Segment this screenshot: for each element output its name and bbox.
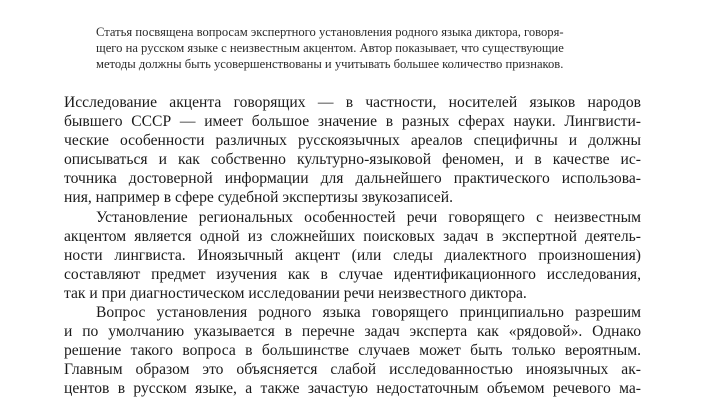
abstract-line: методы должны быть усовершенствованы и учитывать большее количество признаков. bbox=[96, 57, 564, 71]
paragraph-2 bbox=[64, 208, 641, 303]
abstract bbox=[96, 24, 641, 72]
text-line: описываться и как собственно культурно-языковой феномен, и в качестве ис- bbox=[64, 151, 641, 169]
body-text bbox=[64, 93, 641, 399]
text-line: Установление региональных особенностей речи говорящего с неизвестным bbox=[96, 208, 641, 226]
paragraph-3 bbox=[64, 303, 641, 398]
paragraph-1 bbox=[64, 93, 641, 208]
text-line: точника достоверной информации для дальнейшего практического использова- bbox=[64, 170, 641, 188]
text-line: Исследование акцента говорящих — в частности, носителей языков народов bbox=[64, 94, 641, 111]
text-line: ности лингвиста. Иноязычный акцент (или следы диалектного произношения) bbox=[64, 246, 641, 264]
text-line: составляют предмет изучения как в случае идентификационного исследования, bbox=[64, 265, 641, 283]
text-line: так и при диагностическом исследовании речи неизвестного диктора. bbox=[64, 284, 527, 302]
text-line: и по умолчанию указывается в перечне задач эксперта как «рядовой». Однако bbox=[64, 323, 641, 341]
abstract-line: щего на русском языке с неизвестным акцентом. Автор показывает, что существующие bbox=[96, 41, 564, 55]
abstract-line: Статья посвящена вопросам экспертного установления родного языка диктора, говоря- bbox=[96, 25, 564, 39]
text-line: бывшего СССР — имеет большое значение в разных сферах науки. Лингвисти- bbox=[64, 113, 641, 131]
text-line: Главным образом это объясняется слабой исследованностью иноязычных ак- bbox=[64, 361, 641, 379]
text-line: центов в русском языке, а также зачастую недостаточным объемом речевого ма- bbox=[64, 380, 641, 398]
text-line: ния, например в сфере судебной экспертизы звукозаписей. bbox=[64, 189, 453, 207]
text-line: решение такого вопроса в большинстве случаев может быть только вероятным. bbox=[64, 342, 641, 360]
text-line: акцентом является одной из сложнейших поисковых задач в экспертной деятель- bbox=[64, 227, 641, 245]
text-line: Вопрос установления родного языка говорящего принципиально разрешим bbox=[96, 304, 641, 322]
text-line: ческие особенности различных русскоязычных ареалов специфичны и должны bbox=[64, 132, 641, 150]
